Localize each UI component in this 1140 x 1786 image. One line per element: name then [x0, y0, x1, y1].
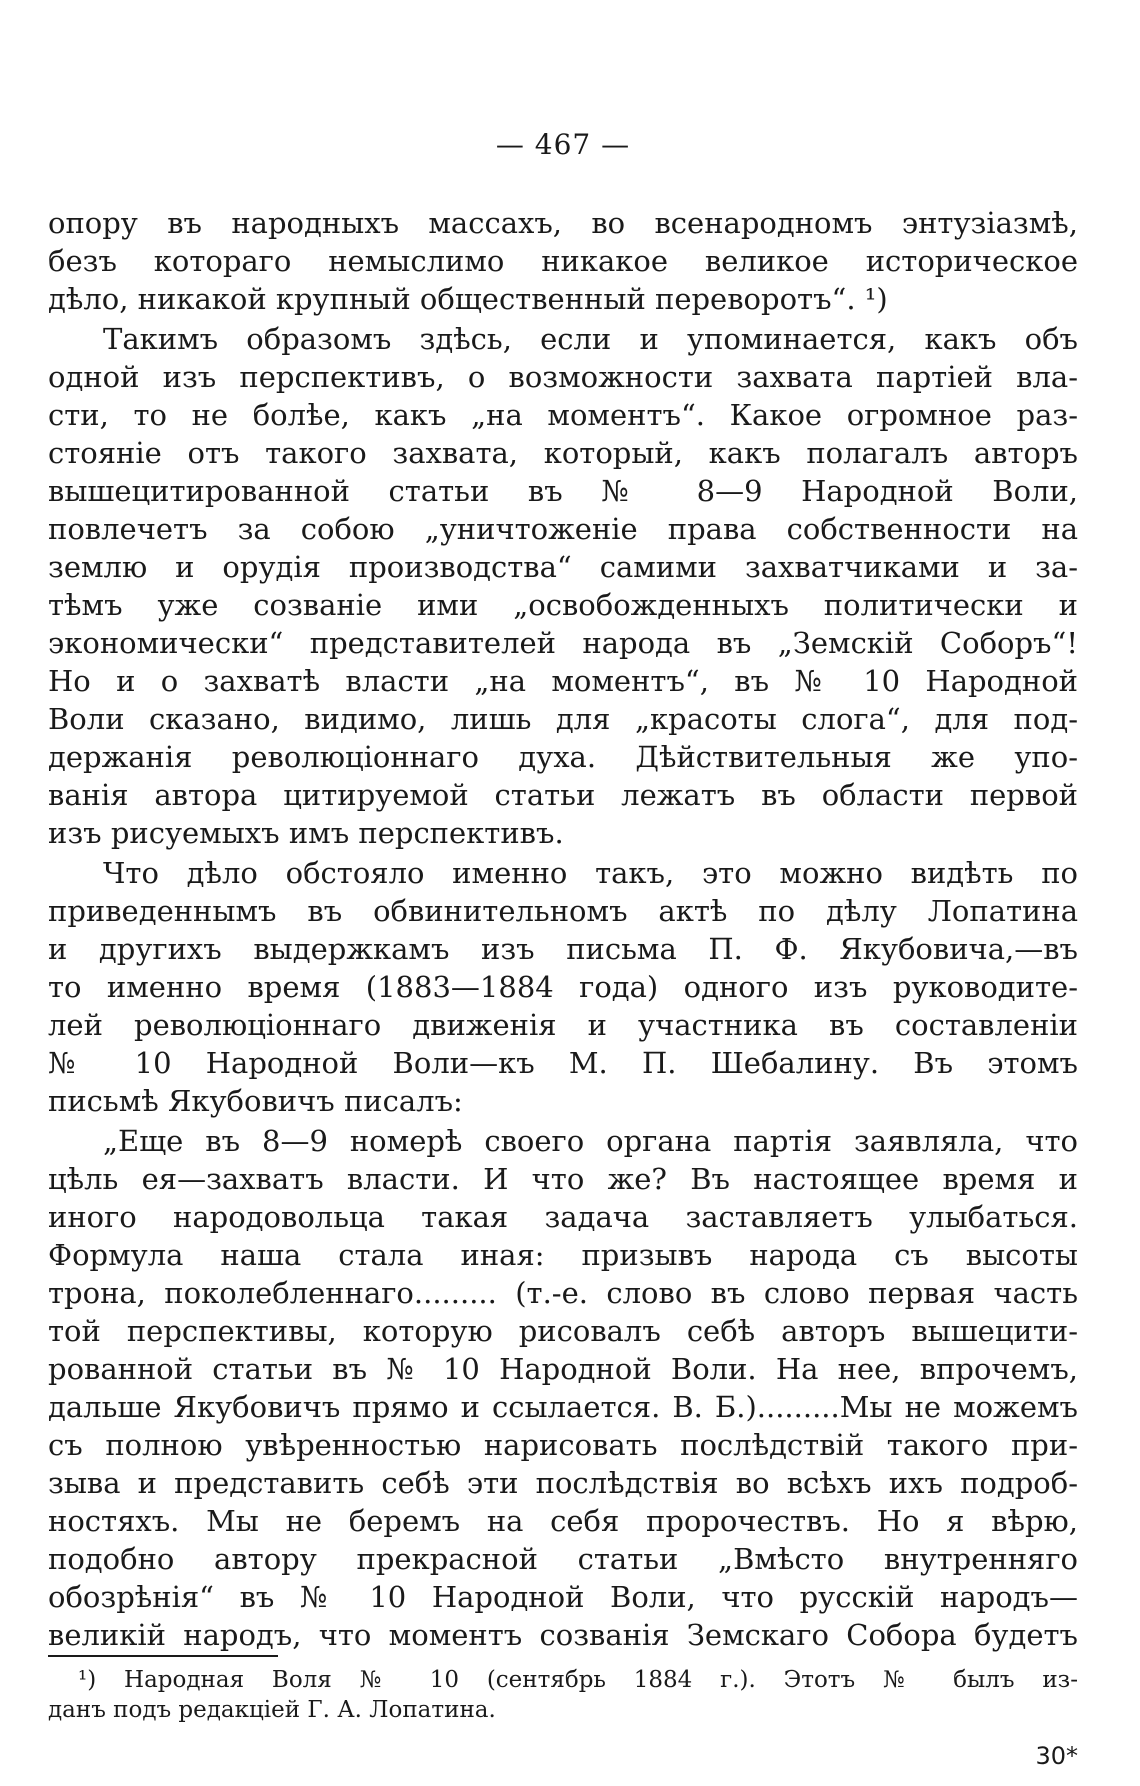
text-line: рованной статьи въ № 10 Народной Воли. На нее, впрочемъ, [48, 1352, 1078, 1386]
book-page [48, 0, 1078, 1786]
text-line: № 10 Народной Воли—къ М. П. Шебалину. Въ этомъ [48, 1046, 1078, 1080]
text-line: безъ котораго немыслимо никакое великое историческое [48, 244, 1078, 278]
text-line: то именно время (1883—1884 года) одного изъ руководите- [48, 970, 1078, 1004]
text-line: Воли сказано, видимо, лишь для „красоты слога“, для под- [48, 702, 1078, 736]
paragraph-2 [48, 320, 1078, 852]
text-line: и другихъ выдержкамъ изъ письма П. Ф. Якубовича,—въ [48, 932, 1078, 966]
text-line: лей революціоннаго движенія и участника въ составленіи [48, 1008, 1078, 1042]
text-line: экономически“ представителей народа въ „Земскій Соборъ“! [48, 626, 1078, 660]
footnote-divider [48, 1655, 278, 1657]
text-line: Но и о захватѣ власти „на моментъ“, въ № 10 Народной [48, 664, 1078, 698]
text-line: подобно автору прекрасной статьи „Вмѣсто внутренняго [48, 1542, 1078, 1576]
text-line: дальше Якубовичъ прямо и ссылается. В. Б.).........Мы не можемъ [48, 1390, 1078, 1424]
footnote-line: данъ подъ редакціей Г. А. Лопатина. [48, 1697, 496, 1723]
text-line: дѣло, никакой крупный общественный переворотъ“. ¹) [48, 282, 888, 316]
footnotes [48, 1665, 1078, 1725]
printer-signature-mark: 30* [1035, 1742, 1078, 1770]
paragraph-4-quote [48, 1122, 1078, 1654]
text-line: держанія революціоннаго духа. Дѣйствительныя же упо- [48, 740, 1078, 774]
text-line: зыва и представить себѣ эти послѣдствія во всѣхъ ихъ подроб- [48, 1466, 1078, 1500]
text-line: ванія автора цитируемой статьи лежатъ въ области первой [48, 778, 1078, 812]
text-line: землю и орудія производства“ самими захватчиками и за- [48, 550, 1078, 584]
paragraph-1 [48, 204, 1078, 318]
text-line: приведеннымъ въ обвинительномъ актѣ по дѣлу Лопатина [48, 894, 1078, 928]
text-line: „Еще въ 8—9 номерѣ своего органа партія заявляла, что [103, 1124, 1078, 1158]
text-line: великій народъ, что моментъ созванія Земскаго Собора будетъ [48, 1618, 1078, 1652]
text-line: трона, поколебленнаго......... (т.-е. слово въ слово первая часть [48, 1276, 1078, 1310]
text-line: обозрѣнія“ въ № 10 Народной Воли, что русскій народъ— [48, 1580, 1078, 1614]
footnote-line: ¹) Народная Воля № 10 (сентябрь 1884 г.). Этотъ № былъ из- [78, 1667, 1078, 1693]
text-line: одной изъ перспективъ, о возможности захвата партіей вла- [48, 360, 1078, 394]
text-line: стояніе отъ такого захвата, который, какъ полагалъ авторъ [48, 436, 1078, 470]
text-line: Формула наша стала иная: призывъ народа съ высоты [48, 1238, 1078, 1272]
body-text [48, 204, 1078, 1654]
text-line: ностяхъ. Мы не беремъ на себя пророчествъ. Но я вѣрю, [48, 1504, 1078, 1538]
text-line: цѣль ея—захватъ власти. И что же? Въ настоящее время и [48, 1162, 1078, 1196]
text-line: съ полною увѣренностью нарисовать послѣдствій такого при- [48, 1428, 1078, 1462]
text-line: той перспективы, которую рисовалъ себѣ авторъ вышецити- [48, 1314, 1078, 1348]
text-line: Такимъ образомъ здѣсь, если и упоминается, какъ объ [103, 322, 1078, 356]
text-line: сти, то не болѣе, какъ „на моментъ“. Какое огромное раз- [48, 398, 1078, 432]
paragraph-3 [48, 854, 1078, 1120]
text-line: иного народовольца такая задача заставляетъ улыбаться. [48, 1200, 1078, 1234]
text-line: повлечетъ за собою „уничтоженіе права собственности на [48, 512, 1078, 546]
page-number: — 467 — [495, 128, 631, 161]
text-line: тѣмъ уже созваніе ими „освобожденныхъ политически и [48, 588, 1078, 622]
text-line: опору въ народныхъ массахъ, во всенародномъ энтузіазмѣ, [48, 206, 1078, 240]
text-line: Что дѣло обстояло именно такъ, это можно видѣть по [103, 856, 1078, 890]
text-line: изъ рисуемыхъ имъ перспективъ. [48, 816, 564, 850]
text-line: письмѣ Якубовичъ писалъ: [48, 1084, 463, 1118]
text-line: вышецитированной статьи въ № 8—9 Народной Воли, [48, 474, 1078, 508]
